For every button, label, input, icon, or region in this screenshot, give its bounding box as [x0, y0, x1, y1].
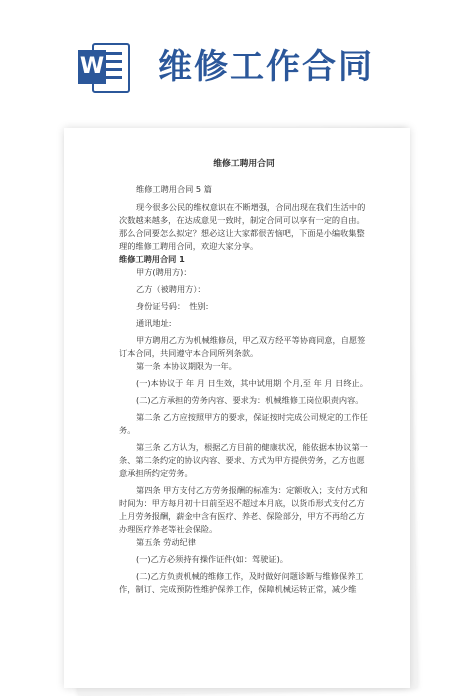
- word-icon-lines: [104, 52, 122, 84]
- article-4: 第四条 甲方支付乙方劳务报酬的标准为：定额收入；支付方式和时间为：甲方每月初十日前至迟不超过本月底，以货币形式支付乙方上月劳务报酬，薪金中含有医疗、养老、保险部分，甲方不再给乙方办理医疗养老等社会保险。: [119, 485, 368, 534]
- article-3: 第三条 乙方认为，根据乙方目前的健康状况，能依据本协议第一条、第二条约定的协议内容、要求、方式为甲方提供劳务，乙方也愿意承担所约定劳务。: [119, 442, 368, 478]
- banner: [0, 0, 474, 118]
- banner-title: 维修工作合同: [158, 47, 374, 87]
- address-line: 通讯地址:: [136, 318, 172, 328]
- article-1: 第一条 本协议期限为一年。: [136, 361, 237, 371]
- intro-paragraph: 现今很多公民的维权意识在不断增强，合同出现在我们生活中的次数越来越多，在达成意见一致时，制定合同可以享有一定的自由。那么合同要怎么拟定？想必这让大家都很苦恼吧，下面是小编收集整理的维修工聘用合同，欢迎大家分享。: [119, 202, 366, 251]
- contract-preamble: 甲方聘用乙方为机械维修员，甲乙双方经平等协商同意，自愿签订本合同，共同遵守本合同所列条款。: [119, 335, 366, 358]
- document-subtitle: 维修工聘用合同 5 篇: [136, 184, 212, 194]
- word-icon-letter: W: [78, 50, 106, 84]
- party-a-line: 甲方(聘用方)：: [136, 267, 192, 277]
- article-5-item-1: (一)乙方必须持有操作证件(如：驾驶证)。: [136, 554, 288, 564]
- document-page: [64, 128, 410, 688]
- article-5-item-2: (二)乙方负责机械的维修工作，及时做好问题诊断与维修保养工作，制订、完成预防性维护保养工作，保障机械运转正常，减少维: [119, 571, 364, 594]
- id-number-line: 身份证号码： 性别:: [136, 301, 209, 311]
- article-5: 第五条 劳动纪律: [136, 537, 196, 547]
- article-1-item-2: (二)乙方承担的劳务内容、要求为：机械维修工岗位职责内容。: [136, 395, 364, 405]
- article-2: 第二条 乙方应按照甲方的要求，保证按时完成公司规定的工作任务。: [119, 412, 368, 435]
- article-1-item-1: (一)本协议于 年 月 日生效，其中试用期 个月,至 年 月 日终止。: [136, 378, 368, 388]
- document-body: [119, 158, 369, 596]
- document-title: 维修工聘用合同: [213, 159, 275, 169]
- section-heading: 维修工聘用合同 1: [119, 254, 185, 264]
- party-b-line: 乙方（被聘用方）：: [136, 284, 206, 294]
- word-document-icon: [78, 40, 128, 94]
